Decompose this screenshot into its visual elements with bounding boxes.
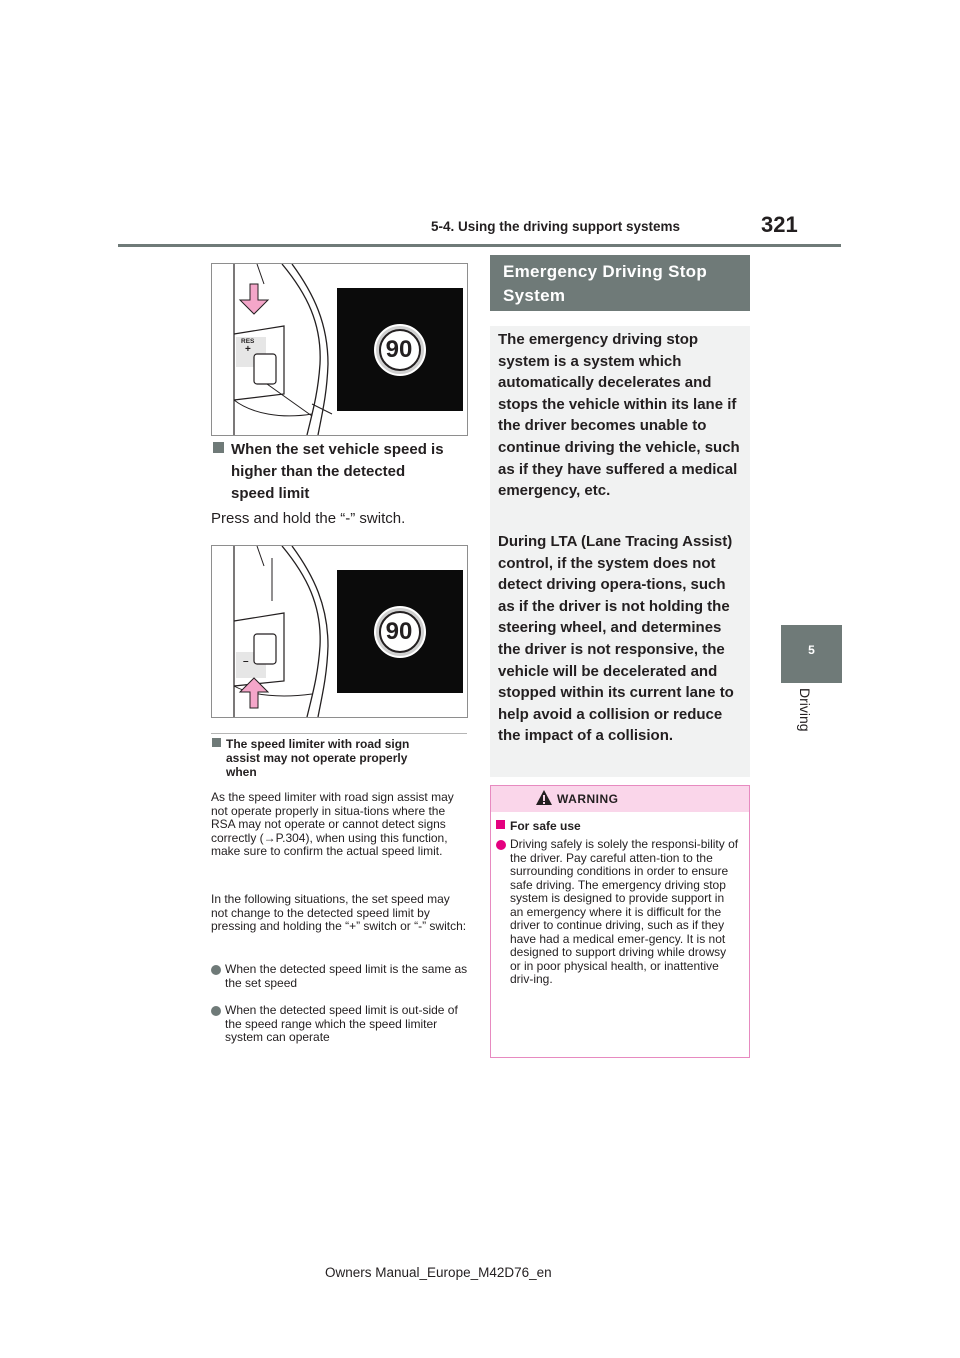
note-rule — [211, 733, 467, 734]
square-bullet-icon — [496, 820, 505, 829]
warning-triangle-icon — [535, 789, 553, 806]
res-label: RES — [241, 338, 255, 345]
list-item: When the detected speed limit is the same as the set speed — [211, 963, 467, 993]
plus-symbol: + — [245, 344, 251, 355]
chapter-tab-label-wrap — [795, 688, 855, 748]
square-bullet-icon — [213, 442, 224, 453]
bullet-dot-icon — [496, 840, 506, 850]
warning-subheading: For safe use — [496, 819, 581, 833]
footer-doc-id: Owners Manual_Europe_M42D76_en — [325, 1265, 552, 1280]
info-paragraph-2: During LTA (Lane Tracing Assist) control, if the system does not detect driving opera-tions, such as if the driver is not holding the steering wheel, and determines the driver is not responsive, the vehicle will be decelerated and stopped within its current lane to help avoid a collision or reduce the impact of a collision. — [498, 533, 734, 745]
running-header-section: 5-4. Using the driving support systems — [431, 219, 681, 234]
speed-sign-value-2: 90 — [385, 618, 413, 645]
section-title: Emergency Driving Stop System — [503, 262, 708, 305]
subheading-set-speed-higher: When the set vehicle speed is higher than the detected speed limit — [213, 439, 473, 505]
bullet-dot-icon — [211, 1006, 221, 1016]
warning-list-item: Driving safely is solely the responsi-bility of the driver. Pay careful atten-tion to the surrounding conditions in order to ensure safe driving. The emergency driving stop system is designed to provide support in an emergency where it is difficult for the driver to continue driving, such as if they have had a medical emer-gency. It is not designed to support driving while drowsy or in poor physical health, or inattentive driv-ing. — [496, 838, 744, 1048]
minus-symbol: – — [243, 656, 249, 667]
warning-title: WARNING — [557, 792, 619, 806]
square-bullet-icon — [212, 738, 221, 747]
down-arrow-icon — [240, 284, 268, 314]
note-paragraph-2: In the following situations, the set speed may not change to the detected speed limit by pressing and holding the “+” switch or “-” switch: — [211, 892, 467, 933]
page-number: 321 — [761, 212, 798, 237]
speed-sign-value: 90 — [385, 336, 413, 363]
steering-switch-illustration-2 — [212, 546, 467, 717]
info-paragraph-1: The emergency driving stop system is a system which automatically decelerates and stops the vehicle within its lane if the driver becomes unable to continue driving the vehicle, such as if they have suffered a medical emergency, etc. — [498, 331, 740, 500]
list-item: When the detected speed limit is out-side of the speed range which the speed limiter system can operate — [211, 1004, 467, 1050]
chapter-tab-number: 5 — [808, 643, 815, 657]
bullet-dot-icon — [211, 965, 221, 975]
header-rule — [118, 244, 841, 247]
warning-header — [491, 786, 749, 812]
instruction-text: Press and hold the “-” switch. — [211, 510, 406, 527]
figure-minus-switch — [211, 545, 468, 718]
note-paragraph-1: As the speed limiter with road sign assist may not operate properly in situa-tions where the RSA may not operate or cannot detect signs correctly (→P.304), when using this function, make sure to confirm the actual speed limit. — [211, 790, 454, 858]
chapter-tab-label: Driving — [797, 688, 813, 732]
note-heading: The speed limiter with road sign assist may not operate properly when — [212, 737, 468, 779]
